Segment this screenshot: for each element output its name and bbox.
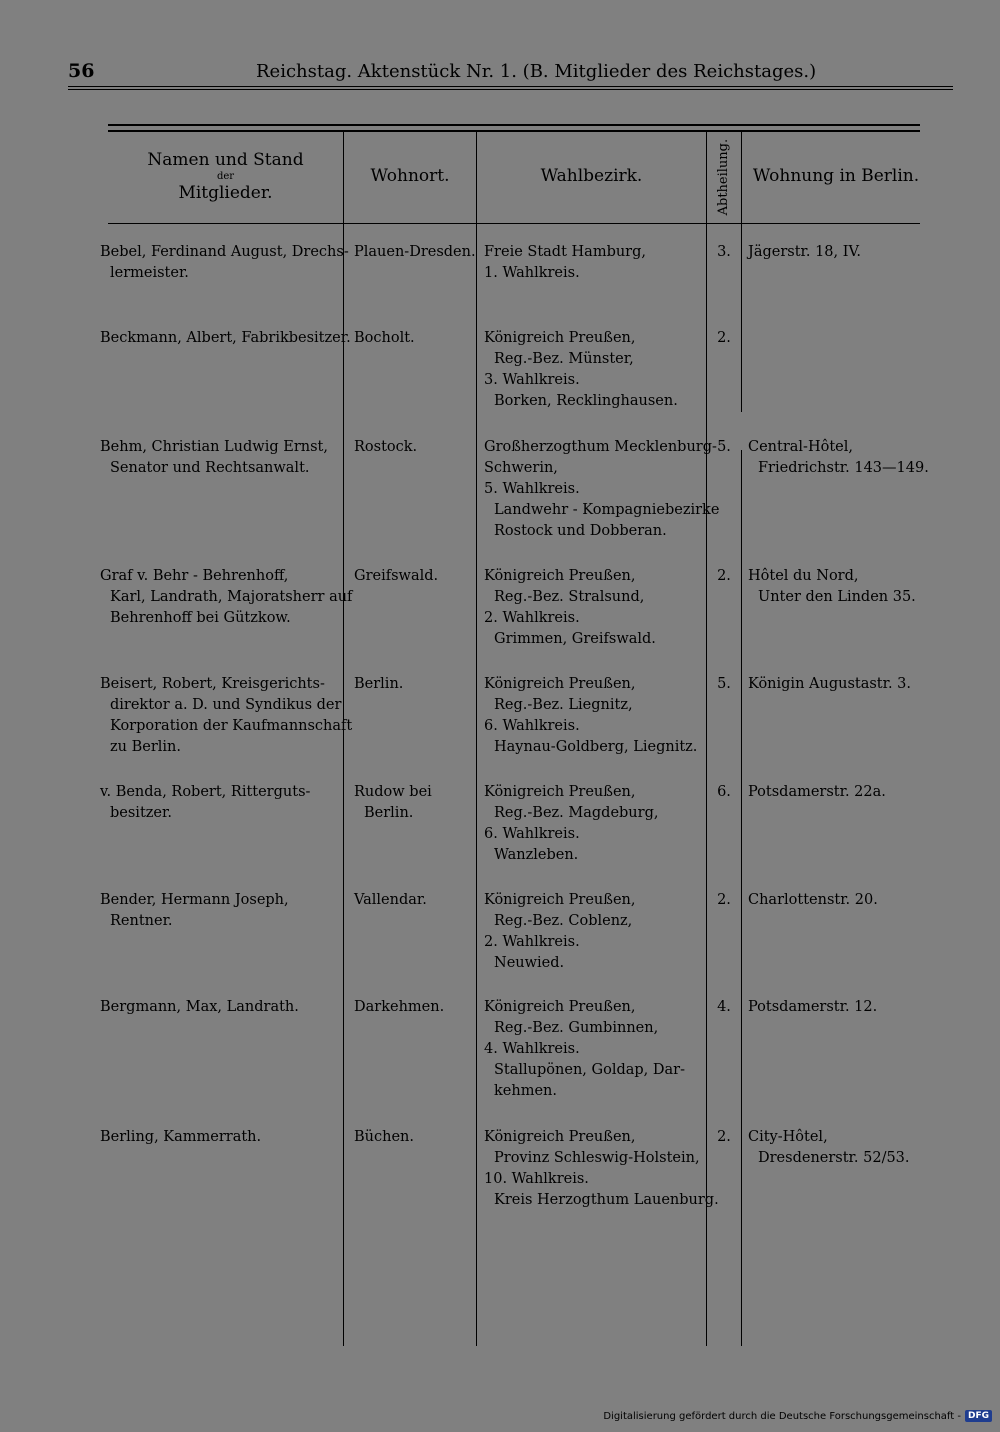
wohnort-cell	[354, 674, 474, 695]
wohnort-line: Rudow bei	[354, 784, 432, 800]
wahlbezirk-line: Königreich Preußen,	[484, 1129, 636, 1145]
name-line: Rentner.	[110, 913, 173, 929]
column-header-name-line1: Namen und Stand	[147, 149, 304, 170]
wahlbezirk-line: 6. Wahlkreis.	[484, 718, 580, 734]
wahlbezirk-cell	[484, 890, 706, 974]
wohnung-line: Hôtel du Nord,	[748, 568, 859, 584]
member-name	[100, 674, 353, 758]
wohnort-line: Rostock.	[354, 439, 418, 455]
wohnung-cell	[748, 890, 920, 911]
wahlbezirk-line: Königreich Preußen,	[484, 892, 636, 908]
column-header-abtheilung-label: Abtheilung.	[715, 138, 731, 216]
member-name	[100, 1127, 342, 1148]
header-rule-double	[68, 89, 953, 90]
wohnort-cell	[354, 890, 474, 911]
column-header-wahlbezirk	[477, 133, 706, 221]
wahlbezirk-line: 10. Wahlkreis.	[484, 1171, 589, 1187]
wohnung-cell	[748, 437, 929, 479]
abtheilung-cell: 3.	[717, 244, 731, 260]
wahlbezirk-line: 2. Wahlkreis.	[484, 610, 580, 626]
column-header-wahlbezirk-label: Wahlbezirk.	[540, 166, 643, 187]
column-header-name-line3: Mitglieder.	[178, 183, 273, 203]
header-rule	[68, 86, 953, 87]
name-line: Beckmann, Albert, Fabrikbesitzer.	[100, 330, 351, 346]
wohnung-line: Dresdenerstr. 52/53.	[758, 1150, 910, 1166]
wahlbezirk-line: Rostock und Dobberan.	[494, 523, 667, 539]
abtheilung-cell: 2.	[717, 568, 731, 584]
member-name	[100, 437, 342, 479]
table-top-rule-double	[108, 130, 920, 132]
column-header-name	[108, 133, 343, 221]
wohnort-line: Darkehmen.	[354, 999, 445, 1015]
column-header-wohnung	[742, 133, 930, 221]
name-line: Bender, Hermann Joseph,	[100, 892, 289, 908]
digitization-credit	[603, 1410, 992, 1422]
page-header	[68, 58, 953, 88]
wohnort-line: Bocholt.	[354, 330, 415, 346]
wohnung-cell	[748, 997, 920, 1018]
wohnung-line: Unter den Linden 35.	[758, 589, 916, 605]
name-line: Graf v. Behr - Behrenhoff,	[100, 568, 289, 584]
wohnung-line: Charlottenstr. 20.	[748, 892, 878, 908]
wohnort-line: Büchen.	[354, 1129, 414, 1145]
wohnung-line: Central-Hôtel,	[748, 439, 853, 455]
name-line: Bebel, Ferdinand August, Drechs-	[100, 244, 349, 260]
wahlbezirk-line: Königreich Preußen,	[484, 784, 636, 800]
wahlbezirk-line: Schwerin,	[484, 460, 558, 476]
wahlbezirk-line: Borken, Recklinghausen.	[494, 393, 678, 409]
wahlbezirk-cell	[484, 674, 706, 758]
abtheilung-cell: 5.	[717, 676, 731, 692]
abtheilung-cell: 6.	[717, 784, 731, 800]
column-divider	[343, 132, 344, 1346]
wahlbezirk-cell	[484, 242, 706, 284]
member-name	[100, 997, 342, 1018]
table-top-rule	[108, 124, 920, 126]
abtheilung-cell: 5.	[717, 439, 731, 455]
name-line: Senator und Rechtsanwalt.	[110, 460, 310, 476]
member-name	[100, 890, 342, 932]
wahlbezirk-line: Neuwied.	[494, 955, 565, 971]
name-line: Berling, Kammerrath.	[100, 1129, 262, 1145]
column-header-name-line2: der	[216, 171, 235, 182]
wohnung-line: Friedrichstr. 143—149.	[758, 460, 929, 476]
wohnung-line: Jägerstr. 18, IV.	[748, 244, 862, 260]
wohnung-line: Königin Augustastr. 3.	[748, 676, 912, 692]
wohnort-cell	[354, 437, 474, 458]
wohnung-cell	[748, 242, 920, 263]
wohnung-cell	[748, 782, 920, 803]
page-title: Reichstag. Aktenstück Nr. 1. (B. Mitglieder des Reichstages.)	[256, 61, 817, 82]
wahlbezirk-line: Königreich Preußen,	[484, 330, 636, 346]
member-name	[100, 242, 349, 284]
column-divider	[476, 132, 477, 1346]
wahlbezirk-line: Königreich Preußen,	[484, 568, 636, 584]
wohnung-cell	[748, 566, 920, 608]
name-line: Beisert, Robert, Kreisgerichts-	[100, 676, 325, 692]
page-number: 56	[68, 60, 95, 82]
wohnort-cell	[354, 328, 474, 349]
wahlbezirk-line: Freie Stadt Hamburg,	[484, 244, 647, 260]
wahlbezirk-cell	[484, 997, 706, 1102]
wahlbezirk-line: Reg.-Bez. Münster,	[494, 351, 634, 367]
wohnort-cell	[354, 1127, 474, 1148]
wahlbezirk-line: 6. Wahlkreis.	[484, 826, 580, 842]
wohnung-line: Potsdamerstr. 22a.	[748, 784, 886, 800]
member-name	[100, 566, 353, 629]
name-line: Bergmann, Max, Landrath.	[100, 999, 299, 1015]
credit-text: Digitalisierung gefördert durch die Deutsche Forschungsgemeinschaft -	[603, 1410, 961, 1422]
column-header-wohnung-label: Wohnung in Berlin.	[752, 166, 920, 187]
name-line: besitzer.	[110, 805, 172, 821]
wohnung-cell	[748, 1127, 920, 1169]
wahlbezirk-line: Kreis Herzogthum Lauenburg.	[494, 1192, 719, 1208]
wahlbezirk-line: Stallupönen, Goldap, Dar-	[494, 1062, 685, 1078]
wahlbezirk-cell	[484, 437, 720, 542]
wohnort-line: Vallendar.	[354, 892, 427, 908]
name-line: v. Benda, Robert, Ritterguts-	[100, 784, 311, 800]
column-header-wohnort	[344, 133, 476, 221]
wahlbezirk-line: Königreich Preußen,	[484, 999, 636, 1015]
column-header-wohnort-label: Wohnort.	[370, 166, 450, 187]
wahlbezirk-line: 2. Wahlkreis.	[484, 934, 580, 950]
wahlbezirk-line: Grimmen, Greifswald.	[494, 631, 656, 647]
wahlbezirk-line: Reg.-Bez. Liegnitz,	[494, 697, 633, 713]
wohnort-cell	[354, 997, 474, 1018]
wohnung-cell	[748, 674, 920, 695]
name-line: zu Berlin.	[110, 739, 181, 755]
name-line: direktor a. D. und Syndikus der	[110, 697, 342, 713]
wahlbezirk-line: Landwehr - Kompagniebezirke	[494, 502, 720, 518]
column-divider	[741, 450, 742, 1346]
wahlbezirk-line: Wanzleben.	[494, 847, 579, 863]
dfg-logo-icon: DFG	[965, 1410, 992, 1422]
wohnort-cell	[354, 566, 474, 587]
wahlbezirk-line: Reg.-Bez. Coblenz,	[494, 913, 633, 929]
wohnort-cell	[354, 242, 474, 263]
wahlbezirk-line: 4. Wahlkreis.	[484, 1041, 580, 1057]
name-line: Karl, Landrath, Majoratsherr auf	[110, 589, 353, 605]
wahlbezirk-line: Königreich Preußen,	[484, 676, 636, 692]
column-divider	[706, 132, 707, 1346]
wohnort-line: Plauen-Dresden.	[354, 244, 476, 260]
member-name	[100, 782, 342, 824]
wahlbezirk-line: 3. Wahlkreis.	[484, 372, 580, 388]
wohnort-line: Berlin.	[364, 805, 414, 821]
name-line: Korporation der Kaufmannschaft	[110, 718, 353, 734]
name-line: Behm, Christian Ludwig Ernst,	[100, 439, 328, 455]
abtheilung-cell: 2.	[717, 892, 731, 908]
wohnort-cell	[354, 782, 474, 824]
table-header-rule	[108, 223, 920, 224]
wahlbezirk-line: 5. Wahlkreis.	[484, 481, 580, 497]
wahlbezirk-cell	[484, 782, 706, 866]
name-line: lermeister.	[110, 265, 189, 281]
wohnung-line: City-Hôtel,	[748, 1129, 828, 1145]
wohnort-line: Greifswald.	[354, 568, 439, 584]
wahlbezirk-line: Provinz Schleswig-Holstein,	[494, 1150, 700, 1166]
column-header-abtheilung	[707, 133, 741, 221]
abtheilung-cell: 2.	[717, 330, 731, 346]
member-name	[100, 328, 351, 349]
wahlbezirk-line: Haynau-Goldberg, Liegnitz.	[494, 739, 698, 755]
wahlbezirk-cell	[484, 328, 706, 412]
wohnung-line: Potsdamerstr. 12.	[748, 999, 878, 1015]
wahlbezirk-line: Reg.-Bez. Stralsund,	[494, 589, 645, 605]
abtheilung-cell: 2.	[717, 1129, 731, 1145]
wahlbezirk-line: kehmen.	[494, 1083, 557, 1099]
name-line: Behrenhoff bei Gützkow.	[110, 610, 291, 626]
wahlbezirk-line: 1. Wahlkreis.	[484, 265, 580, 281]
wahlbezirk-cell	[484, 1127, 719, 1211]
wahlbezirk-line: Reg.-Bez. Gumbinnen,	[494, 1020, 659, 1036]
wahlbezirk-line: Reg.-Bez. Magdeburg,	[494, 805, 659, 821]
wahlbezirk-cell	[484, 566, 706, 650]
wohnort-line: Berlin.	[354, 676, 404, 692]
abtheilung-cell: 4.	[717, 999, 731, 1015]
wahlbezirk-line: Großherzogthum Mecklenburg-	[484, 439, 717, 455]
